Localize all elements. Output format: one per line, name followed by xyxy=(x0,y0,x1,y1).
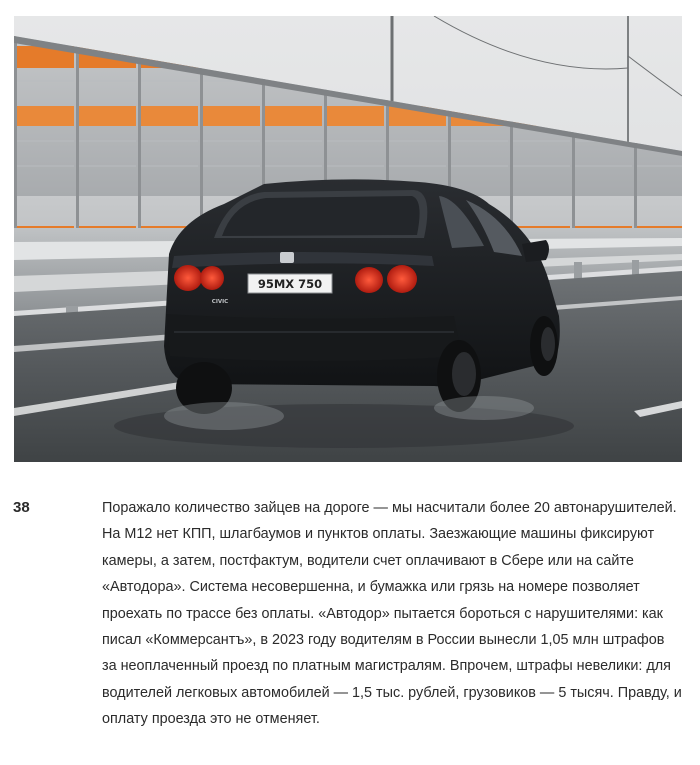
article-text xyxy=(102,495,682,733)
article-paragraph: Поражало количество зайцев на дороге — мы насчитали более 20 автонарушителей. На М12 нет КПП, шлагбаумов и пунктов оплаты. Заезжающие машины фиксируют камеры, а затем, постфактум, водители счет оплачивают в Сбере или на сайте «Автодора». Система несовершенна, и бумажка или грязь на номере позволяет проехать по трассе без оплаты. «Автодор» пытается бороться с нарушителями: как писал «Коммерсантъ», в 2023 году водителям в России вынесли 1,05 млн штрафов за неоплаченный проезд по платным магистралям. Впрочем, штрафы невелики: для водителей легковых автомобилей — 1,5 тыс. рублей, грузовиков — 5 тысяч. Правду, и оплату проезда это не отменяет. xyxy=(102,500,682,728)
car-on-highway-image xyxy=(14,16,682,462)
article-photo xyxy=(14,16,682,462)
item-number: 38 xyxy=(13,499,30,516)
model-badge: CIVIC xyxy=(211,299,229,305)
license-plate: 95МХ 750 xyxy=(257,277,323,291)
